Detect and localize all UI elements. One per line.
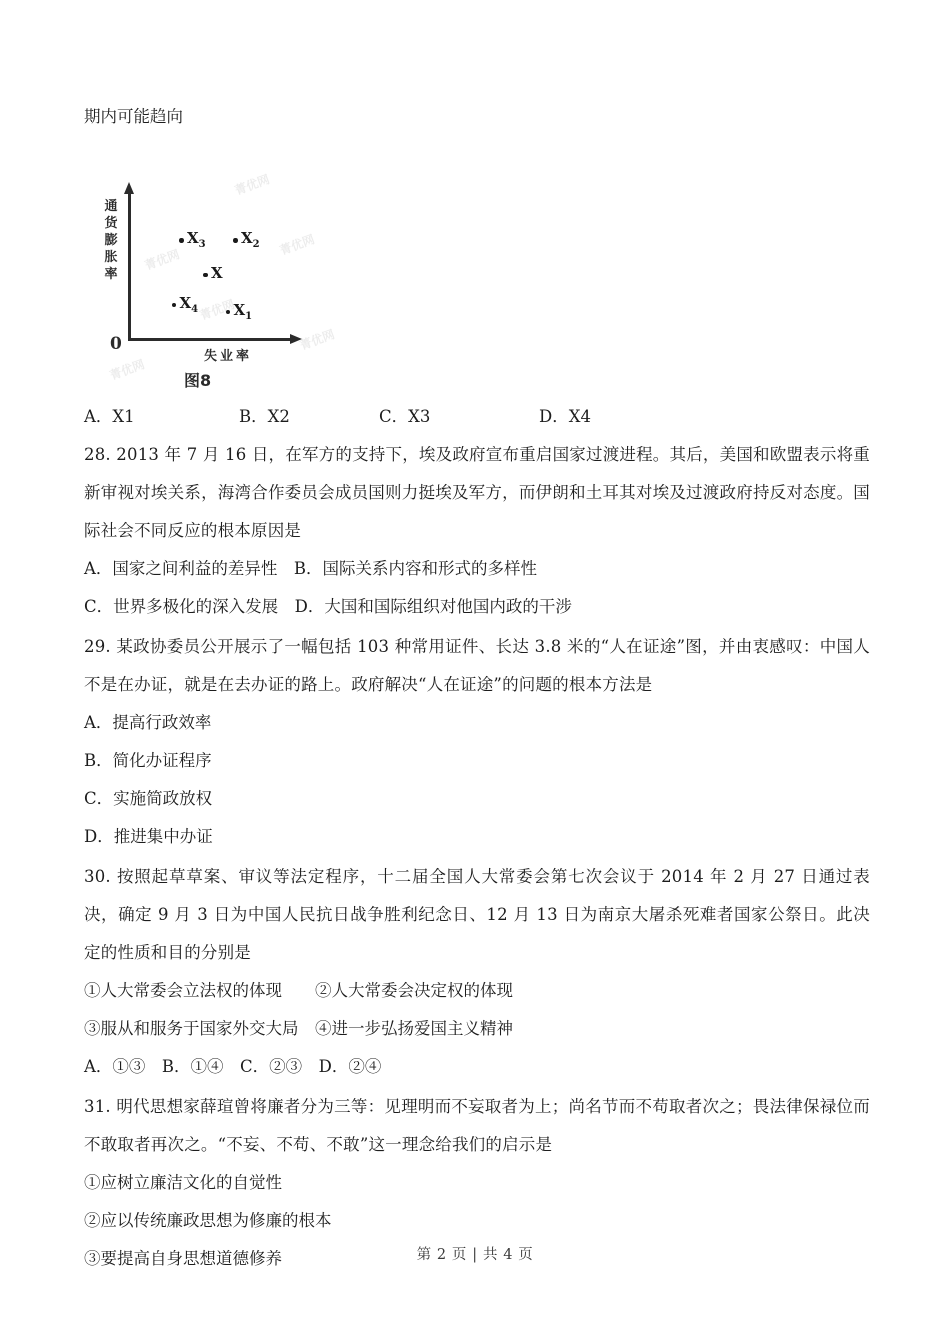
- question-28: [84, 436, 870, 626]
- question-29-stem: 29. 某政协委员公开展示了一幅包括 103 种常用证件、长达 3.8 米的“人在证途”图，并由衷感叹：中国人不是在办证，就是在去办证的路上。政府解决“人在证途”的问题的根本方法是: [84, 637, 870, 694]
- question-30-stem: 30. 按照起草草案、审议等法定程序，十二届全国人大常委会第七次会议于 2014 年 2 月 27 日通过表决，确定 9 月 3 日为中国人民抗日战争胜利纪念日、12 月 13 日为南京大屠杀死难者国家公祭日。此决定的性质和目的分别是: [84, 867, 870, 962]
- question-31-statement-3: ③要提高自身思想道德修养: [84, 1249, 282, 1268]
- data-point-marker: [226, 310, 231, 315]
- data-point-marker: [179, 238, 184, 243]
- phillips-curve-figure: [84, 136, 404, 398]
- question-31-statement-1: ①应树立廉洁文化的自觉性: [84, 1173, 282, 1192]
- question-29-option-d[interactable]: D．推进集中办证: [84, 827, 213, 846]
- question-28-options-line-2[interactable]: C．世界多极化的深入发展 D．大国和国际组织对他国内政的干涉: [84, 597, 572, 616]
- data-point-marker: [203, 273, 208, 278]
- data-point-label: $X_1$: [233, 300, 253, 322]
- data-point-label: $X_3$: [187, 229, 206, 251]
- x-axis-line: [128, 338, 292, 341]
- page-footer: 第 2 页 | 共 4 页: [416, 1247, 534, 1263]
- q27-option-c[interactable]: C．X3: [379, 407, 431, 426]
- question-30-statements-line-1: ①人大常委会立法权的体现 ②人大常委会决定权的体现: [84, 981, 513, 1000]
- figure-caption: 图8: [184, 371, 212, 390]
- q27-option-d[interactable]: D．X4: [539, 407, 591, 426]
- question-30-options-line[interactable]: A．①③ B．①④ C．②③ D．②④: [84, 1057, 382, 1076]
- page-content: [84, 104, 870, 1280]
- question-30-statements-line-2: ③服从和服务于国家外交大局 ④进一步弘扬爱国主义精神: [84, 1019, 513, 1038]
- y-axis-arrow-icon: [124, 182, 134, 194]
- q27-option-a[interactable]: A．X1: [84, 407, 135, 426]
- question-29-option-a[interactable]: A．提高行政效率: [84, 713, 212, 732]
- question-29-option-c[interactable]: C．实施简政放权: [84, 789, 213, 808]
- q27-option-b[interactable]: B．X2: [239, 407, 290, 426]
- question-30: [84, 858, 870, 1086]
- q27-options-row: [84, 398, 870, 436]
- question-29: [84, 628, 870, 856]
- data-point-marker: [172, 303, 177, 308]
- question-31-statement-2: ②应以传统廉政思想为修廉的根本: [84, 1211, 332, 1230]
- question-31-stem: 31. 明代思想家薛瑄曾将廉者分为三等：见理明而不妄取者为上；尚名节而不苟取者次之；畏法律保禄位而不敢取者再次之。“不妄、不苟、不敢”这一理念给我们的启示是: [84, 1097, 870, 1154]
- data-point-label: $X_2$: [241, 229, 260, 251]
- figure-heading: 期内可能趋向: [84, 107, 183, 126]
- y-axis-label: 通 货 膨 胀 率: [104, 199, 118, 282]
- origin-label: 0: [110, 334, 122, 354]
- y-axis-line: [128, 192, 131, 340]
- x-axis-label: 失业率: [204, 349, 253, 364]
- question-28-options-line-1[interactable]: A．国家之间利益的差异性 B．国际关系内容和形式的多样性: [84, 559, 538, 578]
- x-axis-arrow-icon: [290, 334, 302, 344]
- data-point-label: X: [211, 263, 223, 282]
- question-28-stem: 28. 2013 年 7 月 16 日，在军方的支持下，埃及政府宣布重启国家过渡进程。其后，美国和欧盟表示将重新审视对埃关系，海湾合作委员会成员国则力挺埃及军方，而伊朗和土耳其对埃及过渡政府持反对态度。国际社会不同反应的根本原因是: [84, 445, 870, 540]
- data-point-marker: [233, 238, 238, 243]
- question-29-option-b[interactable]: B．简化办证程序: [84, 751, 212, 770]
- data-point-label: $X_4$: [179, 293, 199, 315]
- figure-watermark: 菁优网 菁优网 菁优网 菁优网 菁优网 菁优网: [107, 172, 337, 383]
